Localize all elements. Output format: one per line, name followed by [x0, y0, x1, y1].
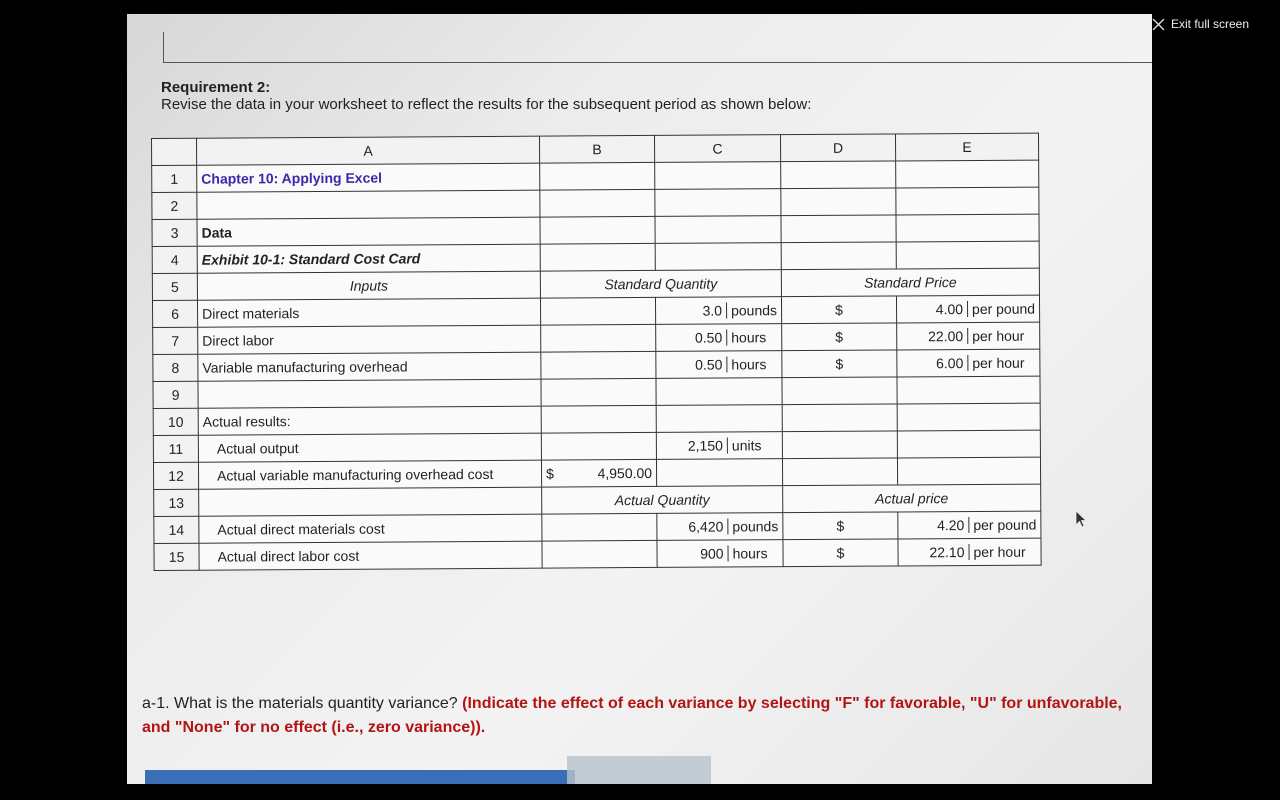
price-cell — [897, 349, 1040, 377]
quantity-value: 0.50 — [660, 329, 727, 345]
price-unit: per hour — [972, 327, 1025, 344]
row-number: 7 — [153, 327, 198, 354]
row-number: 5 — [152, 273, 197, 300]
column-header-b: B — [539, 135, 654, 163]
quantity-value: 0.50 — [660, 356, 727, 372]
price-value: 6.00 — [901, 355, 968, 371]
photo-page — [127, 14, 1152, 784]
currency-cell: $ — [783, 512, 898, 540]
row-number: 8 — [153, 354, 198, 381]
price-cell — [898, 511, 1041, 539]
quantity-cell — [657, 540, 783, 568]
answer-bar[interactable] — [145, 770, 575, 784]
label-cell: Direct labor — [198, 325, 541, 354]
question-prefix: a-1. What is the materials quantity variance? — [142, 695, 458, 712]
quantity-cell — [655, 297, 781, 325]
cost-value: 4,950.00 — [597, 464, 653, 482]
quantity-value: 6,420 — [661, 518, 728, 534]
row-number: 10 — [153, 408, 198, 435]
price-unit: per hour — [973, 543, 1026, 560]
quantity-cell — [657, 513, 783, 541]
actual-price-header: Actual price — [783, 484, 1041, 513]
answer-controls[interactable] — [567, 756, 711, 784]
top-answer-box — [163, 32, 1152, 63]
quantity-unit: hours — [731, 356, 767, 373]
price-value: 22.10 — [902, 544, 969, 560]
column-header-c: C — [654, 135, 780, 163]
row-number: 9 — [153, 381, 198, 408]
price-unit: per pound — [971, 300, 1036, 317]
question-instruction: (Indicate the effect of each variance by selecting "F" for favorable, "U" for unfavorable, and "None" for no effect (i.e., zero variance)). — [142, 695, 1122, 736]
quantity-unit: units — [731, 437, 762, 454]
data-label-cell: Data — [197, 217, 540, 246]
mouse-cursor-icon — [1075, 510, 1087, 528]
currency-value-cell — [541, 459, 656, 487]
quantity-unit: hours — [731, 329, 767, 346]
currency-cell: $ — [783, 539, 898, 567]
quantity-unit: pounds — [732, 518, 779, 535]
requirement-text: Revise the data in your worksheet to reflect the results for the subsequent period as shown below: — [161, 96, 812, 113]
close-icon — [1152, 18, 1165, 31]
row-number: 3 — [152, 219, 197, 246]
price-cell — [898, 538, 1041, 566]
inputs-label-cell: Inputs — [197, 271, 540, 300]
row-number: 15 — [154, 543, 199, 570]
row-number: 14 — [154, 516, 199, 543]
price-unit: per hour — [972, 354, 1025, 371]
spreadsheet — [151, 133, 1042, 571]
currency-symbol: $ — [546, 465, 554, 482]
price-cell — [897, 322, 1040, 350]
row-number: 12 — [153, 462, 198, 489]
quantity-value: 2,150 — [661, 437, 728, 453]
label-cell: Direct materials — [197, 298, 540, 327]
price-value: 4.00 — [901, 301, 968, 317]
column-header-e: E — [895, 133, 1038, 161]
table-row — [154, 538, 1041, 570]
label-cell: Variable manufacturing overhead — [198, 352, 541, 381]
currency-cell: $ — [782, 350, 897, 378]
exit-full-screen-label: Exit full screen — [1171, 17, 1250, 31]
currency-cell: $ — [782, 323, 897, 351]
row-number: 6 — [152, 300, 197, 327]
column-header-d: D — [780, 134, 895, 162]
label-cell: Actual direct labor cost — [199, 541, 542, 570]
quantity-value: 900 — [662, 545, 729, 561]
row-number: 11 — [153, 435, 198, 462]
quantity-cell — [656, 324, 782, 352]
price-cell — [896, 295, 1039, 323]
column-header-a: A — [197, 136, 540, 165]
price-unit: per pound — [973, 516, 1037, 533]
exit-full-screen-button[interactable] — [1152, 17, 1249, 31]
actual-quantity-header: Actual Quantity — [542, 486, 783, 514]
standard-price-header: Standard Price — [781, 268, 1039, 297]
exhibit-title-cell: Exhibit 10-1: Standard Cost Card — [197, 244, 540, 273]
currency-cell: $ — [781, 296, 896, 324]
price-value: 22.00 — [901, 328, 968, 344]
label-cell: Actual results: — [198, 406, 541, 435]
price-value: 4.20 — [902, 517, 969, 533]
row-number: 1 — [152, 165, 197, 192]
label-cell: Actual direct materials cost — [199, 514, 542, 543]
sheet-title-cell: Chapter 10: Applying Excel — [197, 163, 540, 192]
row-number: 4 — [152, 246, 197, 273]
quantity-cell — [656, 432, 782, 460]
question-text — [142, 692, 1152, 740]
quantity-unit: hours — [732, 545, 768, 562]
quantity-unit: pounds — [731, 302, 778, 319]
quantity-value: 3.0 — [660, 302, 727, 318]
label-cell: Actual variable manufacturing overhead cost — [198, 460, 541, 489]
standard-quantity-header: Standard Quantity — [540, 270, 781, 298]
row-number: 2 — [152, 192, 197, 219]
corner-cell — [152, 138, 197, 165]
quantity-cell — [656, 351, 782, 379]
requirement-title: Requirement 2: — [161, 79, 271, 96]
row-number: 13 — [154, 489, 199, 516]
label-cell: Actual output — [198, 433, 541, 462]
